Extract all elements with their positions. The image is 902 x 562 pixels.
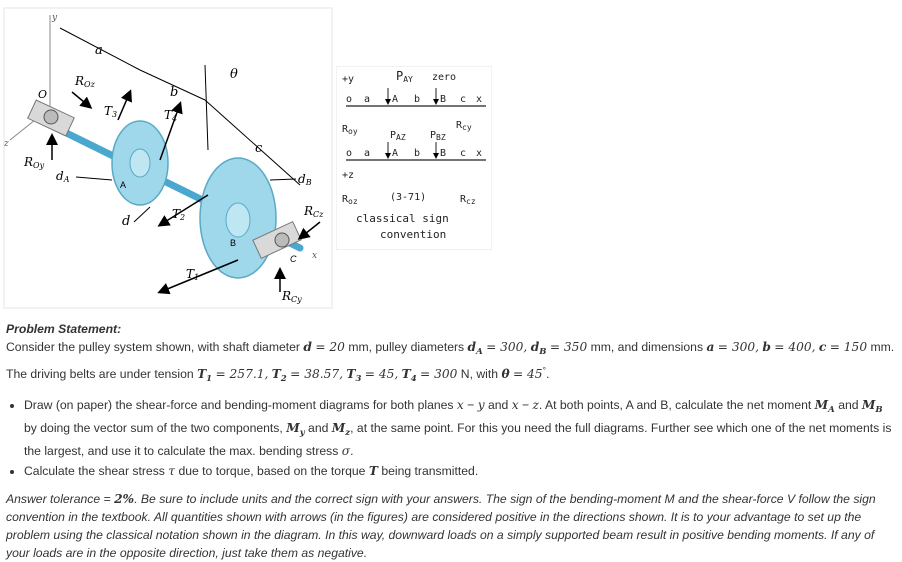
label-Roy: ROy [24,155,45,170]
sketch-z-label: +z [342,170,355,181]
sketch-y-label: +y [342,74,355,85]
sketch-ref: (3-71) [390,192,427,203]
svg-text:c: c [460,148,467,159]
x-axis-label: x [312,251,318,261]
svg-text:a: a [364,94,371,105]
sketch-note-2: convention [380,228,447,241]
label-Roz: ROz [75,74,95,89]
label-a: a [95,43,103,58]
label-T4: T4 [164,108,178,123]
label-T2: T2 [172,207,186,222]
y-axis-label: y [52,13,58,23]
label-T3: T3 [104,104,118,119]
label-A: A [120,180,127,190]
handwritten-sketch [336,66,492,250]
svg-text:B: B [440,148,447,159]
sketch-Rcy: $R_{cy}$ [456,120,472,132]
sketch-PAY: PAY [396,69,413,84]
problem-title: Problem Statement: [6,322,122,336]
svg-text:x: x [476,148,483,159]
label-O: O [38,88,48,101]
label-Rcz: RCz [304,204,324,219]
sketch-PBZ: $P_{BZ}$ [430,130,446,142]
svg-text:A: A [392,94,399,105]
sketch-Roy: $R_{oy}$ [342,124,358,136]
label-c: c [255,141,263,156]
svg-text:c: c [460,94,467,105]
sketch-note-1: classical sign [356,212,449,225]
label-C: C [290,254,297,264]
svg-text:a: a [364,148,371,159]
sketch-Roz: $R_{oz}$ [342,194,358,206]
label-b: b [170,85,179,100]
label-theta: θ [230,67,238,82]
label-dA: dA [56,169,70,184]
z-axis-label: z [4,139,9,149]
svg-text:B: B [440,94,447,105]
problem-statement: Consider the pulley system shown, with shaft diameter d = 20 mm, pulley diameters $d_A = 300$, $d_B = 350$ mm, and dimensions a = 300, b = 400, c = 150 mm. The driving belts are under tension $T_1 = 257.1$, $T_2 = 38.57$, $T_3 = 45$, $T_4 = 300$ N, with θ = 45°. [6,340,895,385]
sketch-zero: zero [432,72,457,83]
pulley-A-hub [130,149,150,177]
task-1: • Draw (on paper) the shear-force and bending-moment diagrams for both planes x − y and x − z. At both points, A and B, calculate the net moment $M_A$ and $M_B$ by doing the vector sum of the two components, $M_y$ and $M_z$, at the same point. For this you need the full diagrams. Further see which one of the net moments is the largest, and use it to calculate the max. bending stress σ. [24,396,898,460]
svg-text:A: A [392,148,399,159]
svg-text:o: o [346,148,353,159]
label-dB: dB [298,172,312,187]
problem-text [6,320,898,562]
label-d: d [122,214,131,229]
svg-text:b: b [414,148,421,159]
answer-tolerance: Answer tolerance = 2%. Be sure to include units and the correct sign with your answers. The sign of the bending-moment M and the shear-force V follow the sign convention in the textbook. All quantities shown with arrows (in the figures) are considered positive in the directions shown. It is to your advantage to set up the problem using the classical notation shown in the diagram. In this way, downward loads on a simply supported beam result in positive bending moments. If any of your loads are in the opposite direction, just take them as negative. [6,492,876,561]
task-list [6,396,898,480]
label-B: B [230,238,237,248]
svg-text:b: b [414,94,421,105]
svg-text:o: o [346,94,353,105]
label-T1: T1 [186,267,200,282]
svg-text:x: x [476,94,483,105]
task-2: • Calculate the shear stress τ due to torque, based on the torque T being transmitted. [24,462,898,480]
sketch-PAZ: $P_{AZ}$ [390,130,406,142]
sketch-Rcz: $R_{cz}$ [460,194,476,206]
label-Rcy: RCy [282,289,302,304]
pulley-B-hub [226,203,250,237]
